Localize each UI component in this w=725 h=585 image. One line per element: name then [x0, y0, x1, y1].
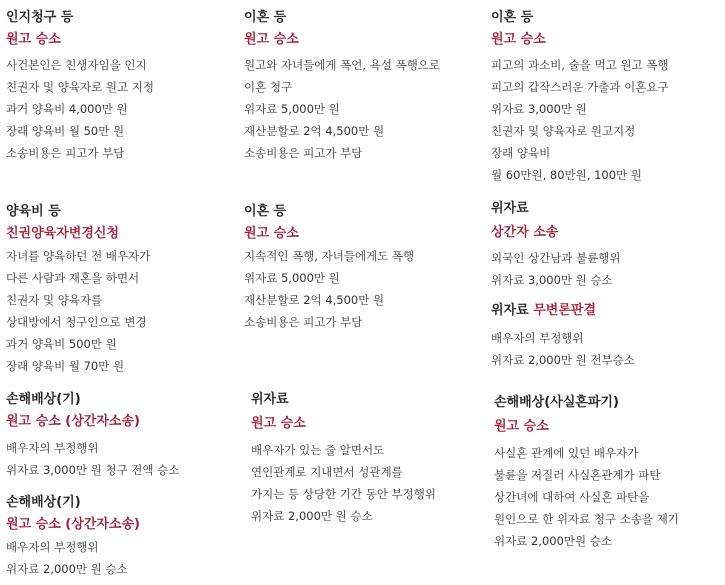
- case-detail: 가지는 등 상당한 기간 동안 부정행위: [251, 487, 436, 501]
- case-detail: 상간녀에 대하여 사실혼 파탄을: [494, 490, 650, 504]
- case-detail: 위자료 2,000만 원 승소: [6, 562, 128, 576]
- case-detail: 과거 양육비 500만 원: [6, 337, 117, 351]
- case-detail: 재산분할로 2억 4,500만 원: [244, 124, 385, 138]
- case-detail: 배우자가 있는 줄 알면서도: [251, 443, 385, 457]
- case-detail: 소송비용은 피고가 부담: [244, 315, 363, 329]
- case-result: 원고 승소: [491, 32, 546, 47]
- case-detail: 배우자의 부정행위: [6, 540, 99, 554]
- case-detail: 장래 양육비: [491, 146, 551, 160]
- case-detail: 소송비용은 피고가 부담: [244, 146, 363, 160]
- case-detail: 자녀를 양육하던 전 배우자가: [6, 249, 151, 263]
- case-card-alimony-default-judgment: [491, 300, 635, 371]
- case-title: 인지청구 등: [6, 10, 74, 25]
- case-title: 손해배상(기): [6, 392, 81, 407]
- case-result: 원고 승소: [244, 226, 299, 241]
- case-result: 친권양육자변경신청: [6, 226, 120, 241]
- case-title: 양육비 등: [6, 204, 61, 219]
- case-title: 위자료: [491, 201, 529, 216]
- case-card-damages-common-law: [494, 392, 679, 552]
- case-card-divorce-3: [244, 201, 414, 333]
- case-title: 손해배상(사실혼파기): [494, 395, 619, 410]
- case-title: 이혼 등: [244, 10, 287, 25]
- case-detail: 피고의 과소비, 술을 먹고 원고 폭행: [491, 58, 669, 72]
- case-card-damages-1: [6, 389, 179, 481]
- case-title: [491, 300, 635, 322]
- case-result: 상간자 소송: [491, 225, 559, 240]
- case-detail: 배우자의 부정행위: [6, 441, 99, 455]
- case-detail: 불륜을 저질러 사실혼관계가 파탄: [494, 468, 661, 482]
- case-card-alimony-affair: [251, 389, 436, 527]
- case-result: 원고 승소: [251, 416, 306, 431]
- case-detail: 소송비용은 피고가 부담: [6, 146, 125, 160]
- case-result: 원고 승소: [494, 419, 549, 434]
- case-detail: 원고와 자녀들에게 폭언, 욕설 폭행으로: [244, 58, 441, 72]
- case-detail: 배우자의 부정행위: [491, 331, 584, 345]
- case-detail: 위자료 2,000만원 승소: [494, 534, 612, 548]
- case-card-damages-2: [6, 492, 140, 580]
- case-detail: 위자료 3,000만 원: [491, 102, 587, 116]
- case-detail: 상대방에서 청구인으로 변경: [6, 315, 147, 329]
- case-detail: 연인관계로 지내면서 성관계를: [251, 465, 403, 479]
- case-title-text: 위자료: [491, 303, 529, 318]
- case-detail: 과거 양육비 4,000만 원: [6, 102, 128, 116]
- case-card-divorce-1: [244, 7, 440, 164]
- case-card-paternity: [6, 7, 154, 164]
- case-detail: 위자료 5,000만 원: [244, 271, 340, 285]
- case-detail: 장래 양육비 월 70만 원: [6, 359, 125, 373]
- case-detail: 위자료 3,000만 원 승소: [491, 273, 613, 287]
- case-detail: 월 60만원, 80만원, 100만 원: [491, 168, 642, 182]
- case-card-divorce-2: [491, 7, 669, 186]
- case-detail: 위자료 3,000만 원 청구 전액 승소: [6, 463, 180, 477]
- case-title: 손해배상(기): [6, 495, 81, 510]
- case-detail: 위자료 5,000만 원: [244, 102, 340, 116]
- case-card-alimony-adultery: [491, 198, 621, 291]
- case-detail: 위자료 2,000만 원 전부승소: [491, 353, 635, 367]
- case-detail: 외국인 상간남과 불륜행위: [491, 251, 621, 265]
- case-detail: 친권자 및 양육자를: [6, 293, 103, 307]
- case-result: 원고 승소: [244, 32, 299, 47]
- case-detail: 다른 사람과 재혼을 하면서: [6, 271, 140, 285]
- case-detail: 사건본인은 친생자임을 인지: [6, 58, 147, 72]
- case-result: 원고 승소 (상간자소송): [6, 414, 140, 429]
- case-detail: 사실혼 관계에 있던 배우자가: [494, 446, 639, 460]
- case-title: 이혼 등: [491, 10, 534, 25]
- case-title: 이혼 등: [244, 204, 287, 219]
- case-title-accent: 무변론판결: [533, 303, 597, 318]
- case-result: 원고 승소 (상간자소송): [6, 517, 140, 532]
- case-detail: 장래 양육비 월 50만 원: [6, 124, 125, 138]
- case-detail: 원인으로 한 위자료 청구 소송을 제기: [494, 512, 679, 526]
- case-detail: 친권자 및 양육자로 원고 지정: [6, 80, 154, 94]
- case-title: 위자료: [251, 392, 289, 407]
- case-detail: 피고의 갑작스러운 가출과 이혼요구: [491, 80, 669, 94]
- case-detail: 친권자 및 양육자로 원고지정: [491, 124, 636, 138]
- case-detail: 이혼 청구: [244, 80, 293, 94]
- case-card-child-support: [6, 201, 150, 377]
- case-detail: 지속적인 폭행, 자녀들에게도 폭행: [244, 249, 415, 263]
- case-detail: 위자료 2,000만 원 승소: [251, 509, 373, 523]
- case-result: 원고 승소: [6, 32, 61, 47]
- case-detail: 재산분할로 2억 4,500만 원: [244, 293, 385, 307]
